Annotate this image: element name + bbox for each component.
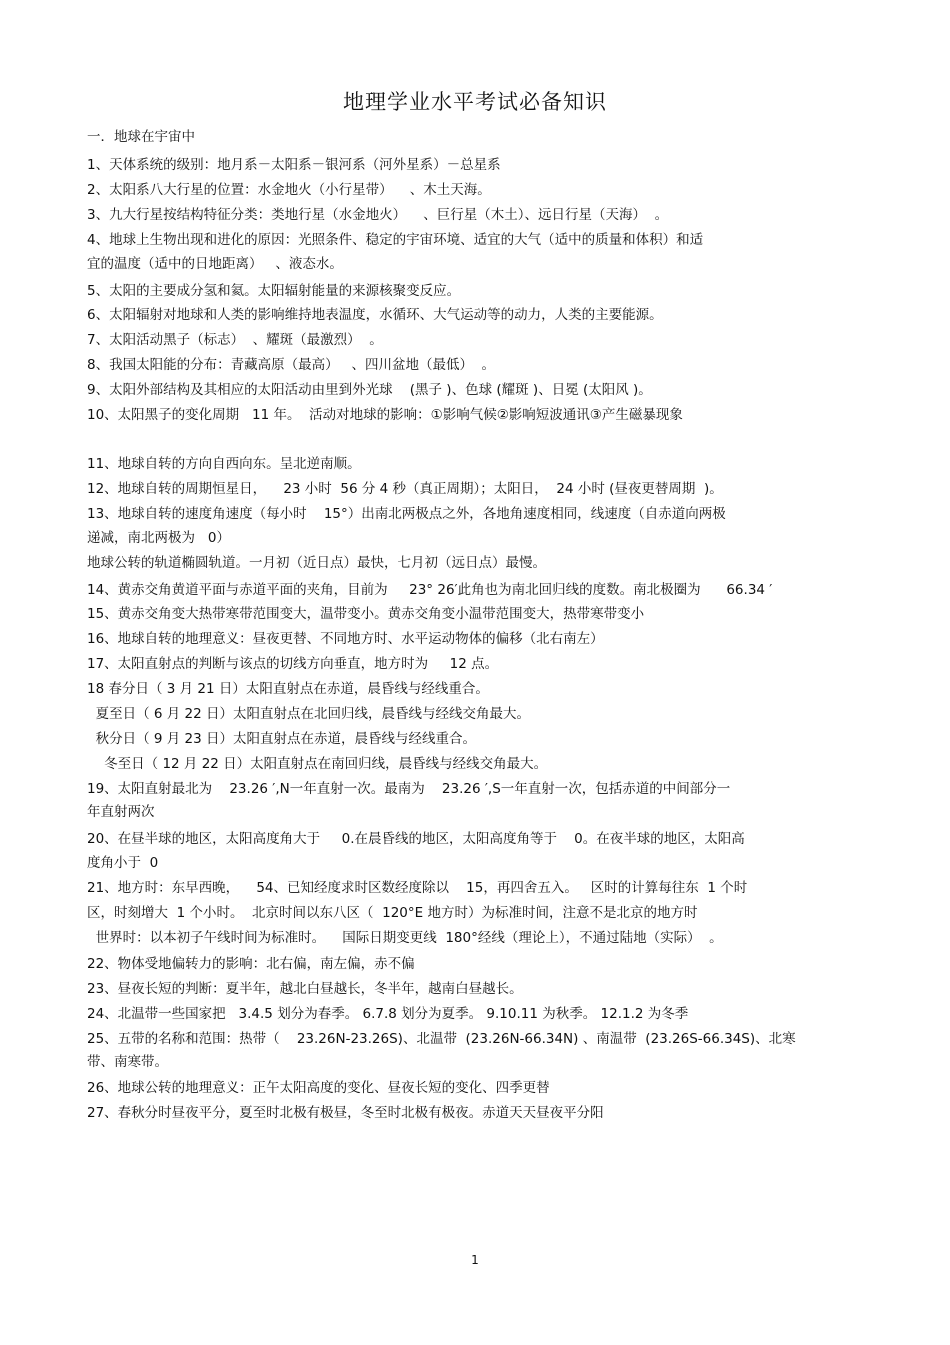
text-line: 度角小于 0 xyxy=(87,855,159,871)
text-line: 19、太阳直射最北为 23.26 ′,N一年直射一次。最南为 23.26 ′,S一年直射一次，包括赤道的中间部分一 xyxy=(87,781,731,797)
section-heading: 一．地球在宇宙中 xyxy=(87,129,195,145)
text-line: 夏至日（ 6 月 22 日）太阳直射点在北回归线，晨昏线与经线交角最大。 xyxy=(87,706,531,722)
text-line: 8、我国太阳能的分布：青藏高原（最高） 、四川盆地（最低） 。 xyxy=(87,357,496,373)
text-line: 16、地球自转的地理意义：昼夜更替、不同地方时、水平运动物体的偏移（北右南左） xyxy=(87,631,604,647)
text-line: 21、地方时：东早西晚， 54、已知经度求时区数经度除以 15，再四舍五入。 区时的计算每往东 1 个时 xyxy=(87,880,748,896)
text-line: 12、地球自转的周期恒星日， 23 小时 56 分 4 秒（真正周期）；太阳日， 24 小时 (昼夜更替周期 )。 xyxy=(87,481,723,497)
text-line: 7、太阳活动黑子（标志） 、耀斑（最激烈） 。 xyxy=(87,332,383,348)
text-line: 18 春分日（ 3 月 21 日）太阳直射点在赤道，晨昏线与经线重合。 xyxy=(87,681,489,697)
text-line: 14、黄赤交角黄道平面与赤道平面的夹角，目前为 23° 26′此角也为南北回归线的度数。南北极圈为 66.34 ′ xyxy=(87,582,773,598)
document-title: 地理学业水平考试必备知识 xyxy=(343,90,607,114)
text-line: 5、太阳的主要成分氢和氦。太阳辐射能量的来源核聚变反应。 xyxy=(87,283,461,299)
text-line: 23、昼夜长短的判断：夏半年，越北白昼越长，冬半年，越南白昼越长。 xyxy=(87,981,523,997)
text-line: 17、太阳直射点的判断与该点的切线方向垂直，地方时为 12 点。 xyxy=(87,656,499,672)
text-line: 11、地球自转的方向自西向东。呈北逆南顺。 xyxy=(87,456,361,472)
text-line: 年直射两次 xyxy=(87,804,155,820)
text-line: 地球公转的轨道椭圆轨道。一月初（近日点）最快，七月初（远日点）最慢。 xyxy=(87,555,546,571)
text-line: 4、地球上生物出现和进化的原因：光照条件、稳定的宇宙环境、适宜的大气（适中的质量和体积）和适 xyxy=(87,232,704,248)
text-line: 2、太阳系八大行星的位置：水金地火（小行星带） 、木土天海。 xyxy=(87,182,491,198)
page-number: 1 xyxy=(471,1253,479,1267)
text-line: 秋分日（ 9 月 23 日）太阳直射点在赤道，晨昏线与经线重合。 xyxy=(87,731,477,747)
text-line: 区，时刻增大 1 个小时。 北京时间以东八区（ 120°E 地方时）为标准时间，注意不是北京的地方时 xyxy=(87,905,698,921)
text-line: 6、太阳辐射对地球和人类的影响维持地表温度，水循环、大气运动等的动力，人类的主要能源。 xyxy=(87,307,663,323)
text-line: 27、春秋分时昼夜平分，夏至时北极有极昼，冬至时北极有极夜。赤道天天昼夜平分阳 xyxy=(87,1105,604,1121)
text-line: 24、北温带一些国家把 3.4.5 划分为春季。 6.7.8 划分为夏季。 9.10.11 为秋季。 12.1.2 为冬季 xyxy=(87,1006,689,1022)
text-line: 带、南寒带。 xyxy=(87,1054,168,1070)
text-line: 13、地球自转的速度角速度（每小时 15°）出南北两极点之外，各地角速度相同，线速度（自赤道向两极 xyxy=(87,506,726,522)
text-line: 26、地球公转的地理意义：正午太阳高度的变化、昼夜长短的变化、四季更替 xyxy=(87,1080,550,1096)
text-line: 3、九大行星按结构特征分类：类地行星（水金地火） 、巨行星（木土）、远日行星（天海） 。 xyxy=(87,207,669,223)
text-line: 22、物体受地偏转力的影响：北右偏，南左偏，赤不偏 xyxy=(87,956,415,972)
text-line: 25、五带的名称和范围：热带（ 23.26N-23.26S)、北温带 (23.26N-66.34N) 、南温带 (23.26S-66.34S)、北寒 xyxy=(87,1031,796,1047)
text-line: 15、黄赤交角变大热带寒带范围变大，温带变小。黄赤交角变小温带范围变大，热带寒带变小 xyxy=(87,606,645,622)
text-line: 递减，南北两极为 0） xyxy=(87,530,230,546)
text-line: 10、太阳黑子的变化周期 11 年。 活动对地球的影响：①影响气候②影响短波通讯③产生磁暴现象 xyxy=(87,407,683,423)
text-line: 冬至日（ 12 月 22 日）太阳直射点在南回归线，晨昏线与经线交角最大。 xyxy=(87,756,548,772)
text-line: 宜的温度（适中的日地距离） 、液态水。 xyxy=(87,256,343,272)
text-line: 9、太阳外部结构及其相应的太阳活动由里到外光球 (黑子 )、色球 (耀斑 )、日冕 (太阳风 )。 xyxy=(87,382,652,398)
text-line: 世界时：以本初子午线时间为标准时。 国际日期变更线 180°经线（理论上），不通过陆地（实际） 。 xyxy=(87,930,723,946)
text-line: 20、在昼半球的地区，太阳高度角大于 0.在晨昏线的地区，太阳高度角等于 0。在夜半球的地区，太阳高 xyxy=(87,831,745,847)
text-line: 1、天体系统的级别：地月系－太阳系－银河系（河外星系）－总星系 xyxy=(87,157,501,173)
